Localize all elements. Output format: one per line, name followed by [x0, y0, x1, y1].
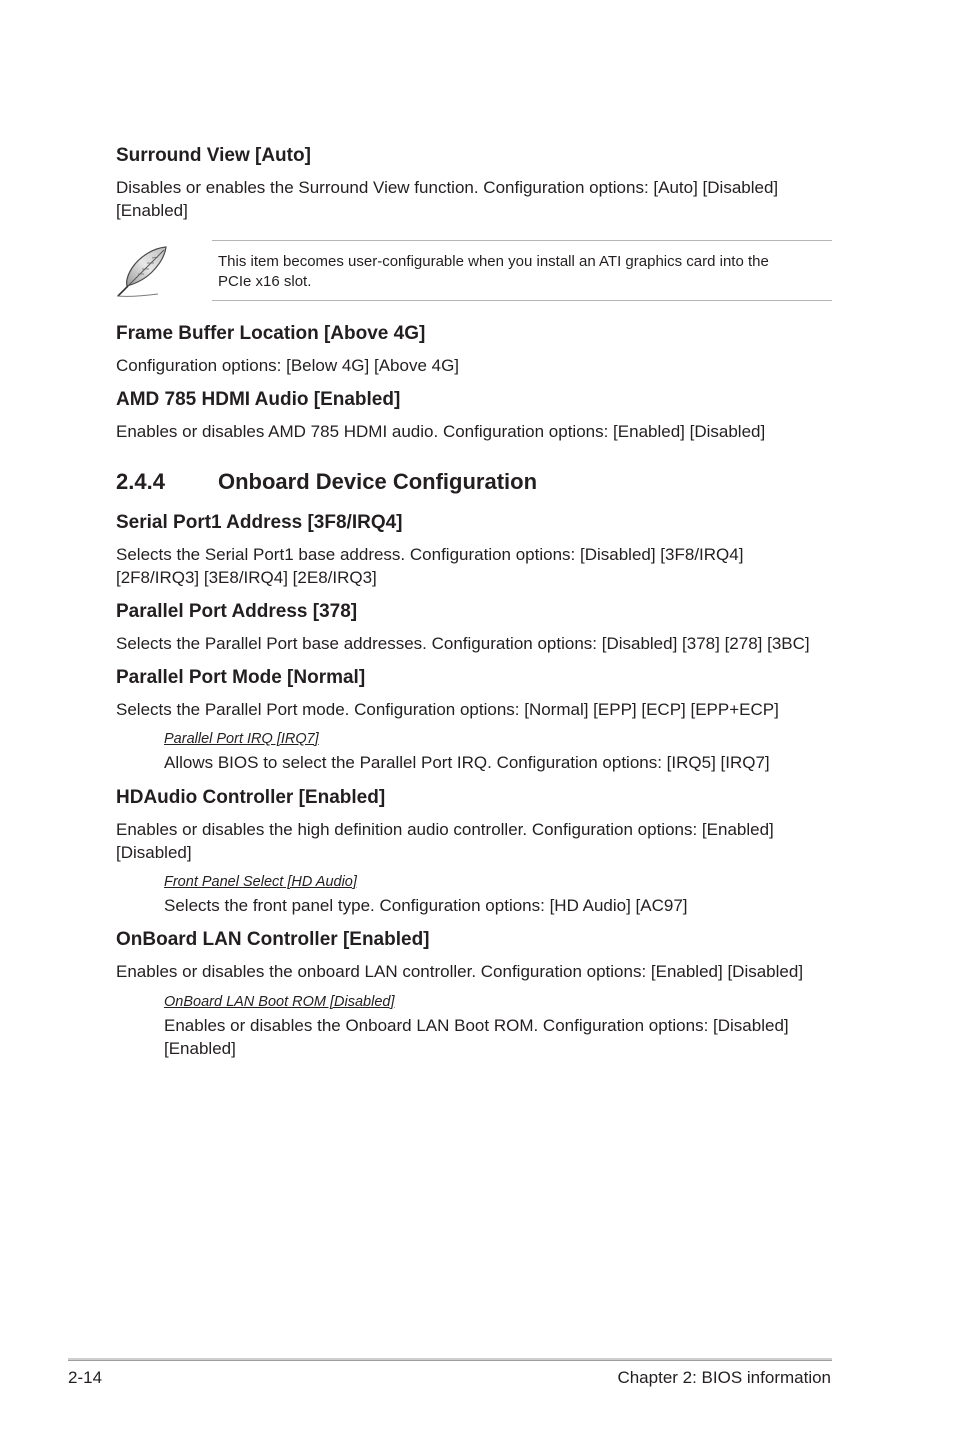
section-title: Onboard Device Configuration [218, 469, 538, 494]
serial-port-description-line1: Selects the Serial Port1 base address. Configuration options: [Disabled] [3F8/IRQ4] [116, 545, 744, 564]
lan-boot-rom-description-line1: Enables or disables the Onboard LAN Boot ROM. Configuration options: [Disabled] [164, 1016, 789, 1035]
footer-rule [68, 1358, 832, 1361]
note-text-line1: This item becomes user-configurable when you install an ATI graphics card into the [218, 253, 769, 270]
surround-view-description-line2: [Enabled] [116, 201, 188, 220]
parallel-address-heading: Parallel Port Address [378] [116, 601, 358, 622]
chapter-label: Chapter 2: BIOS information [617, 1368, 831, 1387]
serial-port-heading: Serial Port1 Address [3F8/IRQ4] [116, 512, 403, 533]
parallel-irq-subheading: Parallel Port IRQ [IRQ7] [164, 731, 319, 747]
front-panel-description: Selects the front panel type. Configuration options: [HD Audio] [AC97] [164, 896, 688, 915]
lan-controller-heading: OnBoard LAN Controller [Enabled] [116, 929, 430, 950]
serial-port-description-line2: [2F8/IRQ3] [3E8/IRQ4] [2E8/IRQ3] [116, 568, 377, 587]
hdmi-audio-heading: AMD 785 HDMI Audio [Enabled] [116, 389, 401, 410]
parallel-mode-heading: Parallel Port Mode [Normal] [116, 667, 366, 688]
frame-buffer-heading: Frame Buffer Location [Above 4G] [116, 323, 426, 344]
hdaudio-description-line1: Enables or disables the high definition audio controller. Configuration options: [Enabled] [116, 820, 774, 839]
feather-pen-icon [114, 244, 170, 298]
hdaudio-description-line2: [Disabled] [116, 843, 192, 862]
note-top-rule [212, 240, 832, 241]
parallel-address-description: Selects the Parallel Port base addresses. Configuration options: [Disabled] [378] [278] [3BC] [116, 634, 810, 653]
hdmi-audio-description: Enables or disables AMD 785 HDMI audio. Configuration options: [Enabled] [Disabled] [116, 422, 766, 441]
section-number: 2.4.4 [116, 469, 165, 494]
surround-view-description-line1: Disables or enables the Surround View function. Configuration options: [Auto] [Disabled] [116, 178, 779, 197]
surround-view-heading: Surround View [Auto] [116, 145, 311, 166]
note-bottom-rule [212, 300, 832, 301]
page-number: 2-14 [68, 1368, 103, 1387]
hdaudio-heading: HDAudio Controller [Enabled] [116, 787, 386, 808]
lan-controller-description: Enables or disables the onboard LAN controller. Configuration options: [Enabled] [Disabled] [116, 962, 804, 981]
lan-boot-rom-subheading: OnBoard LAN Boot ROM [Disabled] [164, 994, 395, 1010]
frame-buffer-description: Configuration options: [Below 4G] [Above 4G] [116, 356, 460, 375]
note-text-line2: PCIe x16 slot. [218, 273, 312, 290]
parallel-irq-description: Allows BIOS to select the Parallel Port IRQ. Configuration options: [IRQ5] [IRQ7] [164, 753, 770, 772]
parallel-mode-description: Selects the Parallel Port mode. Configuration options: [Normal] [EPP] [ECP] [EPP+ECP] [116, 700, 779, 719]
lan-boot-rom-description-line2: [Enabled] [164, 1039, 236, 1058]
front-panel-subheading: Front Panel Select [HD Audio] [164, 874, 357, 890]
